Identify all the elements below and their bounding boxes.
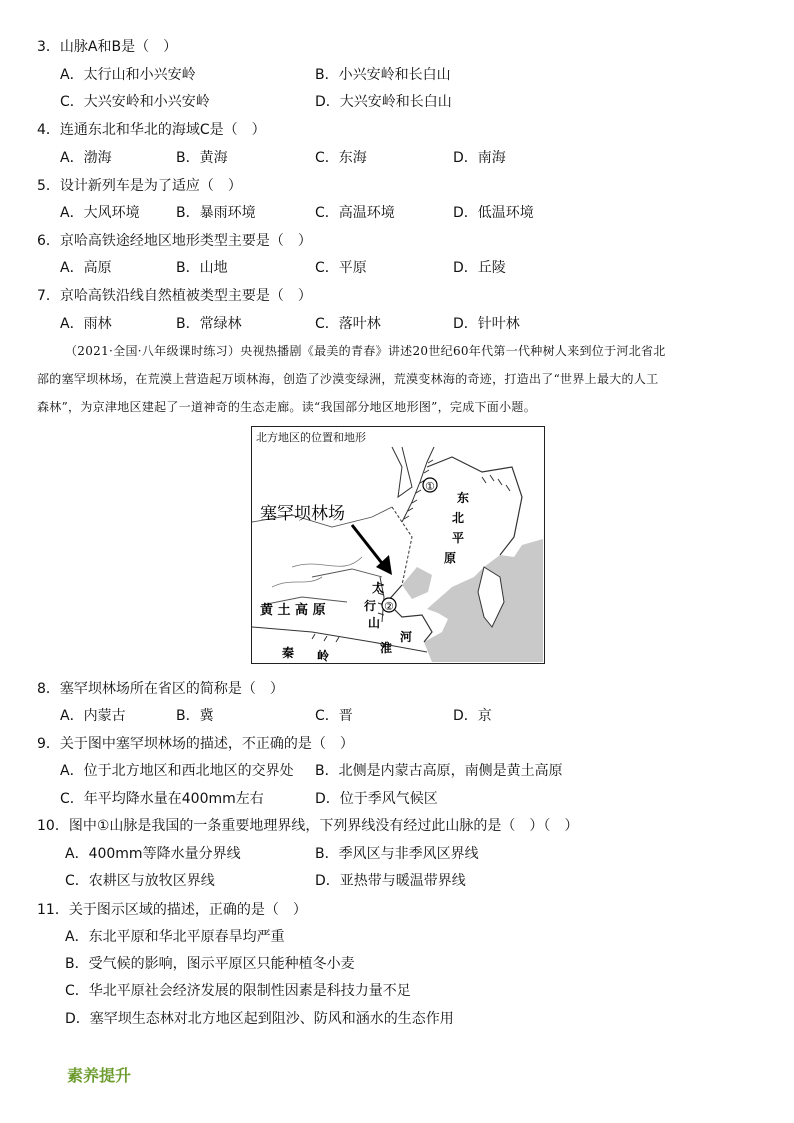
question-8-option-d: D．京	[453, 708, 492, 724]
label-yuan: 原	[444, 551, 457, 565]
question-3-stem: 3．山脉A和B是（ ）	[37, 39, 178, 55]
question-5-option-a: A．大风环境	[60, 205, 140, 221]
question-4-option-b: B．黄海	[176, 150, 228, 166]
section-heading: 素养提升	[67, 1066, 132, 1085]
passage-line-1: （2021·全国·八年级课时练习）央视热播剧《最美的青春》讲述20世纪60年代第一代种树人来到位于河北省北	[65, 344, 666, 358]
question-4-option-d: D．南海	[453, 150, 506, 166]
question-6-option-a: A．高原	[60, 260, 112, 276]
label-huai: 淮	[380, 641, 393, 655]
bohai-sea	[402, 567, 432, 599]
question-7-option-d: D．针叶林	[453, 316, 520, 332]
question-10-stem: 10．图中①山脉是我国的一条重要地理界线，下列界线没有经过此山脉的是（ ）（ ）	[37, 818, 579, 834]
question-10-option-d: D．亚热带与暖温带界线	[315, 873, 466, 889]
question-9-option-b: B．北侧是内蒙古高原，南侧是黄土高原	[315, 763, 563, 779]
question-11-option-b: B．受气候的影响，图示平原区只能种植冬小麦	[65, 956, 355, 972]
callout-arrow	[352, 525, 385, 567]
label-he: 河	[400, 630, 413, 644]
label-hang: 行	[364, 599, 377, 613]
question-10-option-b: B．季风区与非季风区界线	[315, 846, 479, 862]
map-drawing	[252, 427, 543, 662]
question-6-option-c: C．平原	[315, 260, 367, 276]
question-7-option-b: B．常绿林	[176, 316, 242, 332]
mountain-1-marker: ①	[425, 480, 435, 493]
question-8-option-c: C．晋	[315, 708, 353, 724]
question-10-option-a: A．400mm等降水量分界线	[65, 846, 241, 862]
label-shan: 山	[368, 616, 381, 630]
question-5-option-d: D．低温环境	[453, 205, 534, 221]
question-7-option-c: C．落叶林	[315, 316, 381, 332]
reading-passage	[37, 337, 752, 421]
question-11-stem: 11．关于图示区域的描述，正确的是（ ）	[37, 902, 307, 918]
question-5-option-b: B．暴雨环境	[176, 205, 256, 221]
label-tai: 太	[372, 581, 385, 595]
question-10-option-c: C．农耕区与放牧区界线	[65, 873, 215, 889]
question-9-option-a: A．位于北方地区和西北地区的交界处	[60, 763, 294, 779]
question-11-option-a: A．东北平原和华北平原春旱均严重	[65, 929, 285, 945]
question-4-stem: 4．连通东北和华北的海域C是（ ）	[37, 122, 266, 138]
question-9-option-c: C．年平均降水量在400mm左右	[60, 791, 264, 807]
river-line	[292, 557, 362, 567]
mountain-2-marker: ②	[384, 600, 394, 613]
label-dong: 东	[457, 491, 470, 505]
question-8-option-a: A．内蒙古	[60, 708, 126, 724]
question-6-option-d: D．丘陵	[453, 260, 506, 276]
callout-label: 塞罕坝林场	[260, 504, 345, 524]
question-3-option-d: D．大兴安岭和长白山	[315, 94, 452, 110]
question-11-option-c: C．华北平原社会经济发展的限制性因素是科技力量不足	[65, 983, 411, 999]
label-ping: 平	[452, 531, 465, 545]
label-ling: 岭	[317, 649, 330, 662]
question-4-option-a: A．渤海	[60, 150, 112, 166]
label-bei: 北	[452, 511, 465, 525]
question-3-option-b: B．小兴安岭和长白山	[315, 67, 451, 83]
question-6-stem: 6．京哈高铁途经地区地形类型主要是（ ）	[37, 233, 312, 249]
passage-line-3: 森林”，为京津地区建起了一道神奇的生态走廊。读“我国部分地区地形图”，完成下面小题。	[37, 400, 537, 414]
passage-line-2: 部的塞罕坝林场，在荒漠上营造起万顷林海，创造了沙漠变绿洲，荒漠变林海的奇迹，打造出了“世界上最大的人工	[37, 372, 659, 386]
question-9-stem: 9．关于图中塞罕坝林场的描述，不正确的是（ ）	[37, 736, 354, 752]
question-3-option-a: A．太行山和小兴安岭	[60, 67, 196, 83]
question-6-option-b: B．山地	[176, 260, 228, 276]
north-region-terrain-map	[251, 426, 545, 664]
question-8-option-b: B．冀	[176, 708, 214, 724]
question-11-option-d: D．塞罕坝生态林对北方地区起到阻沙、防风和涵水的生态作用	[65, 1011, 454, 1027]
label-huangtu-plateau: 黄 土 高 原	[260, 603, 326, 618]
question-8-stem: 8．塞罕坝林场所在省区的简称是（ ）	[37, 681, 284, 697]
label-qin: 秦	[282, 646, 295, 660]
question-5-stem: 5．设计新列车是为了适应（ ）	[37, 178, 242, 194]
map-title: 北方地区的位置和地形	[256, 431, 366, 444]
question-7-stem: 7．京哈高铁沿线自然植被类型主要是（ ）	[37, 288, 312, 304]
question-3-option-c: C．大兴安岭和小兴安岭	[60, 94, 210, 110]
question-7-option-a: A．雨林	[60, 316, 112, 332]
question-5-option-c: C．高温环境	[315, 205, 395, 221]
question-4-option-c: C．东海	[315, 150, 367, 166]
question-9-option-d: D．位于季风气候区	[315, 791, 438, 807]
